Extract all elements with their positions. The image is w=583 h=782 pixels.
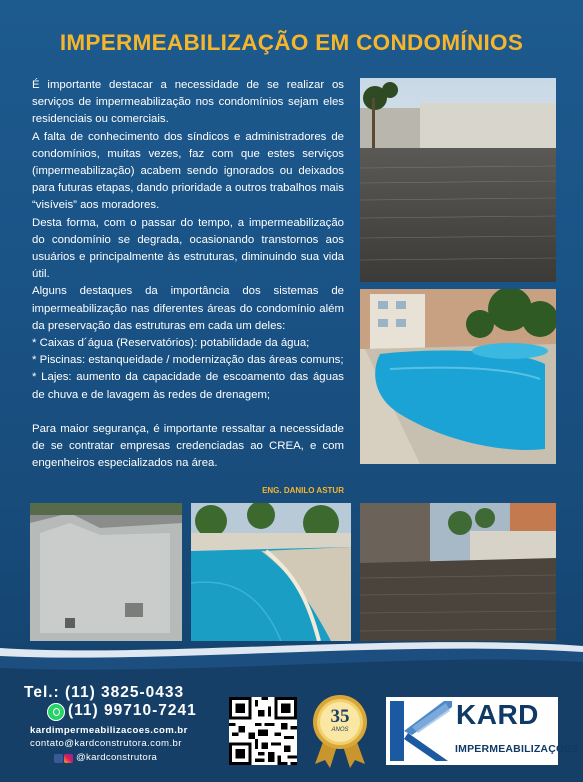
qr-code[interactable] bbox=[229, 697, 297, 765]
whatsapp-icon bbox=[47, 703, 65, 721]
social-handle[interactable]: @kardconstrutora bbox=[76, 752, 158, 763]
facebook-icon bbox=[54, 754, 63, 763]
photo-rooftop-slab bbox=[360, 78, 556, 282]
photo-pool-condo bbox=[360, 289, 556, 464]
whatsapp-number[interactable]: (11) 99710-7241 bbox=[68, 702, 197, 719]
logo-name: KARD bbox=[456, 699, 539, 730]
page-title: IMPERMEABILIZAÇÃO EM CONDOMÍNIOS bbox=[59, 30, 524, 55]
website-link[interactable]: kardimpermeabilizacoes.com.br bbox=[30, 725, 188, 736]
bullet-slabs: * Lajes: aumento da capacidade de escoamento das águas de chuva e de lavagem às redes de drenagem; bbox=[32, 371, 344, 401]
badge-label: ANOS bbox=[331, 727, 349, 733]
kard-k-mark-icon bbox=[388, 697, 454, 765]
email-link[interactable]: contato@kardconstrutora.com.br bbox=[30, 738, 182, 749]
paragraph-consequence: Desta forma, com o passar do tempo, a impermeabilização do condomínio se degrada, ocasionando transtornos aos usuários e principalmente às estruturas, diminuindo sua vida útil. bbox=[32, 216, 344, 281]
badge-number: 35 bbox=[330, 706, 350, 727]
phone-number[interactable]: Tel.: (11) 3825-0433 bbox=[24, 684, 185, 701]
paragraph-highlights: Alguns destaques da importância dos sistemas de impermeabilização nas diferentes áreas do condomínio além da preservação das estruturas em cada um deles: bbox=[32, 285, 344, 332]
paragraph-problem: A falta de conhecimento dos síndicos e administradores de condomínios, muitas vezes, faz com que estes serviços (impermeabilização) acabem sendo ignorados ou deixados para futuras etapas, dando prioridade a outros trabalhos mais “visíveis” aos moradores. bbox=[32, 130, 344, 212]
bullet-pools: * Piscinas: estanqueidade / modernização das áreas comuns; bbox=[32, 354, 344, 367]
author-credit: ENG. DANILO ASTUR bbox=[262, 486, 344, 495]
logo-subtitle: IMPERMEABILIZAÇÕES bbox=[455, 743, 579, 755]
paragraph-conclusion: Para maior segurança, é importante ressaltar a necessidade de se contratar empresas credenciadas ao CREA, e com engenheiros especializados na área. bbox=[32, 422, 344, 470]
bullet-reservoirs: * Caixas d´água (Reservatórios): potabilidade da água; bbox=[32, 337, 310, 350]
article-body bbox=[32, 77, 344, 472]
paragraph-intro: É importante destacar a necessidade de se realizar os serviços de impermeabilização nos condomínios sejam eles residenciais ou comerciais. bbox=[32, 79, 344, 126]
instagram-icon bbox=[64, 754, 73, 763]
